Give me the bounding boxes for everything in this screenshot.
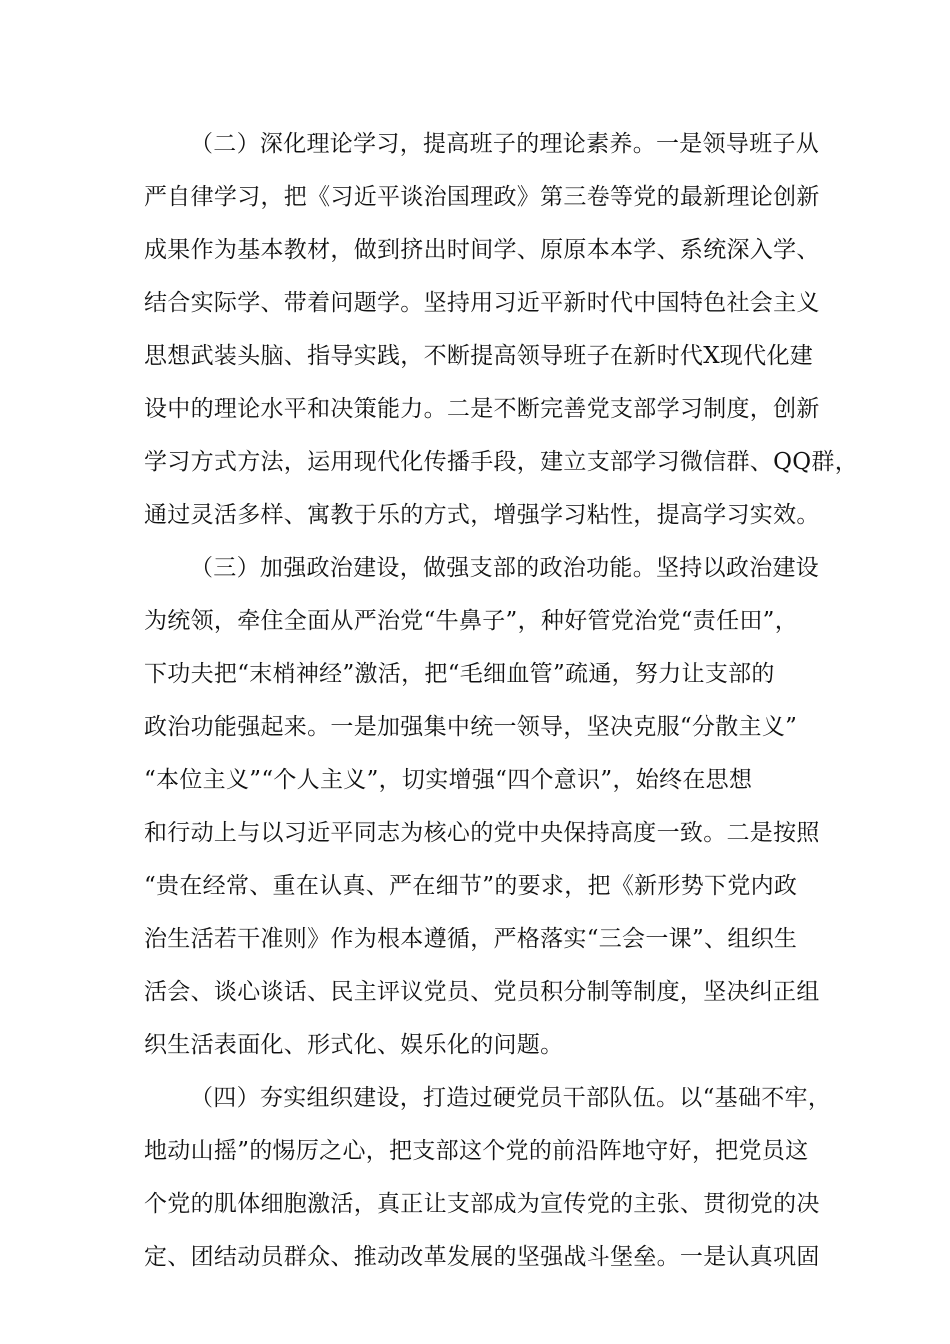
paragraph-3-line-6: 和行动上与以习近平同志为核心的党中央保持高度一致。二是按照 xyxy=(144,820,820,846)
paragraph-3-line-8: 治生活若干准则》作为根本遵循，严格落实“三会一课”、组织生 xyxy=(144,926,798,952)
paragraph-4-line-2: 地动山摇”的惕厉之心，把支部这个党的前沿阵地守好，把党员这 xyxy=(144,1138,809,1164)
paragraph-3-line-4: 政治功能强起来。一是加强集中统一领导，坚决克服“分散主义” xyxy=(144,714,798,740)
paragraph-2-line-2: 严自律学习，把《习近平谈治国理政》第三卷等党的最新理论创新 xyxy=(144,184,820,210)
paragraph-3-line-1: （三）加强政治建设，做强支部的政治功能。坚持以政治建设 xyxy=(190,555,820,581)
paragraph-3-line-9: 活会、谈心谈话、民主评议党员、党员积分制等制度，坚决纠正组 xyxy=(144,979,820,1005)
paragraph-2-line-8: 通过灵活多样、寓教于乐的方式，增强学习粘性，提高学习实效。 xyxy=(144,502,820,528)
paragraph-2-line-1: （二）深化理论学习，提高班子的理论素养。一是领导班子从 xyxy=(190,131,820,157)
paragraph-4-line-4: 定、团结动员群众、推动改革发展的坚强战斗堡垒。一是认真巩固 xyxy=(144,1244,820,1270)
paragraph-4-line-3: 个党的肌体细胞激活，真正让支部成为宣传党的主张、贯彻党的决 xyxy=(144,1191,820,1217)
paragraph-3-line-3: 下功夫把“末梢神经”激活，把“毛细血管”疏通，努力让支部的 xyxy=(144,661,775,687)
paragraph-2-line-3: 成果作为基本教材，做到挤出时间学、原原本本学、系统深入学、 xyxy=(144,237,820,263)
paragraph-3-line-5: “本位主义”“个人主义”，切实增强“四个意识”，始终在思想 xyxy=(144,767,753,793)
paragraph-2-line-7: 学习方式方法，运用现代化传播手段，建立支部学习微信群、QQ群， xyxy=(144,449,859,475)
paragraph-3-line-7: “贵在经常、重在认真、严在细节”的要求，把《新形势下党内政 xyxy=(144,873,798,899)
paragraph-2-line-6: 设中的理论水平和决策能力。二是不断完善党支部学习制度，创新 xyxy=(144,396,820,422)
paragraph-3-line-2: 为统领，牵住全面从严治党“牛鼻子”，种好管党治党“责任田”， xyxy=(144,608,799,634)
paragraph-4-line-1: （四）夯实组织建设，打造过硬党员干部队伍。以“基础不牢， xyxy=(190,1085,832,1111)
paragraph-2-line-4: 结合实际学、带着问题学。坚持用习近平新时代中国特色社会主义 xyxy=(144,290,820,316)
paragraph-3-line-10: 织生活表面化、形式化、娱乐化的问题。 xyxy=(144,1032,564,1058)
paragraph-2-line-5: 思想武装头脑、指导实践，不断提高领导班子在新时代X现代化建 xyxy=(144,343,814,369)
document-body xyxy=(144,118,859,1284)
